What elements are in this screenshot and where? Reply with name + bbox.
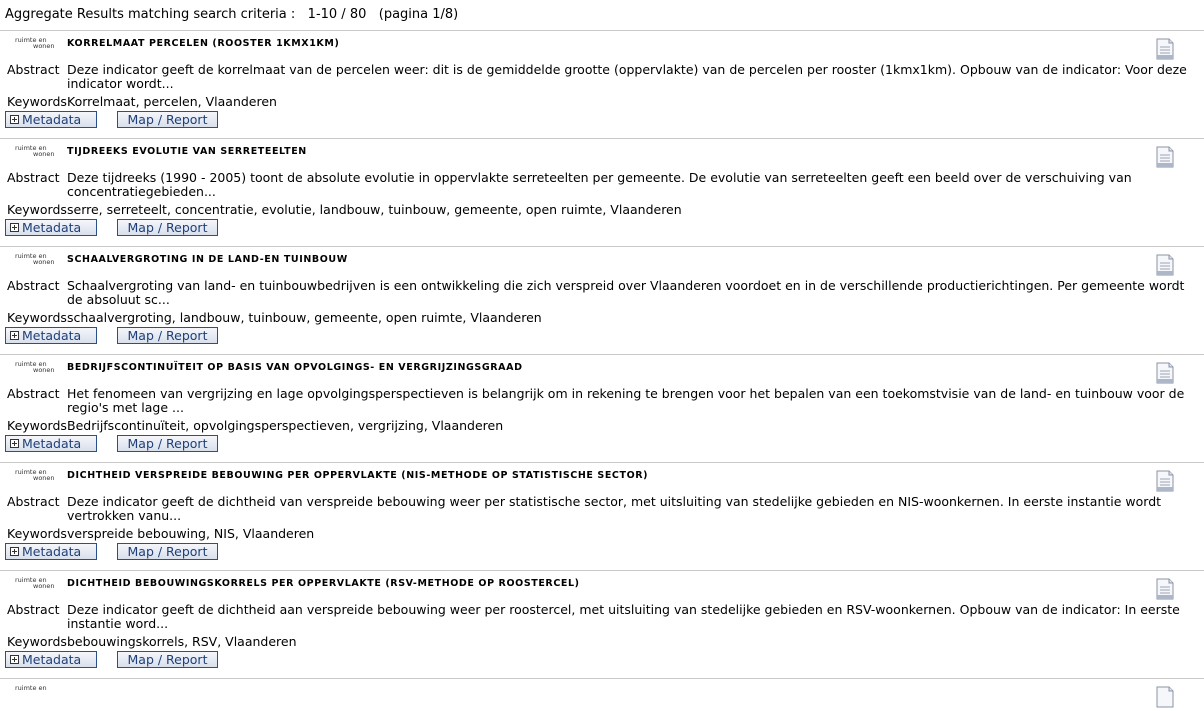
result-item	[0, 462, 1204, 570]
metadata-button-label: Metadata	[22, 544, 82, 559]
abstract-text: Deze indicator geeft de korrelmaat van de percelen weer: dit is de gemiddelde grootte (oppervlakte) van de percelen per rooster (1kmx1km). Opbouw van de indicator: Voor deze indicator wordt...	[67, 62, 1187, 91]
abstract-label: Abstract	[7, 170, 60, 185]
logo-line2: wonen	[33, 582, 55, 590]
ruimte-en-wonen-logo	[15, 145, 57, 157]
logo-line1: ruimte en	[15, 684, 47, 692]
result-item	[0, 246, 1204, 354]
document-icon[interactable]	[1156, 578, 1174, 600]
result-title: TIJDREEKS EVOLUTIE VAN SERRETEELTEN	[67, 146, 307, 157]
ruimte-en-wonen-logo	[15, 253, 57, 265]
abstract-text: Schaalvergroting van land- en tuinbouwbedrijven is een ontwikkeling die zich verspreid over Vlaanderen voordoet en in de verschillende productierichtingen. Per gemeente wordt de absoluut sc...	[67, 278, 1185, 307]
result-item	[0, 354, 1204, 462]
map-report-button[interactable]: Map / Report	[117, 543, 218, 560]
plus-box-icon	[10, 115, 19, 124]
keywords-label: Keywords	[7, 202, 67, 217]
keywords-text: verspreide bebouwing, NIS, Vlaanderen	[67, 526, 315, 541]
keywords-label: Keywords	[7, 634, 67, 649]
abstract-text: Deze indicator geeft de dichtheid aan verspreide bebouwing weer per roostercel, met uitsluiting van stedelijke gebieden en RSV-woonkernen. Opbouw van de indicator: In eerste instantie word...	[67, 602, 1180, 631]
logo-line1: ruimte en	[15, 360, 47, 368]
result-title: DICHTHEID VERSPREIDE BEBOUWING PER OPPERVLAKTE (NIS-METHODE OP STATISTISCHE SECTOR)	[67, 470, 649, 481]
document-icon[interactable]	[1156, 146, 1174, 168]
metadata-button[interactable]	[5, 651, 97, 668]
metadata-button[interactable]	[5, 435, 97, 452]
document-icon[interactable]	[1156, 38, 1174, 60]
ruimte-en-wonen-logo	[15, 37, 57, 49]
abstract-label: Abstract	[7, 62, 60, 77]
document-icon[interactable]	[1156, 686, 1174, 708]
keywords-text: bebouwingskorrels, RSV, Vlaanderen	[67, 634, 297, 649]
keywords-text: schaalvergroting, landbouw, tuinbouw, gemeente, open ruimte, Vlaanderen	[67, 310, 542, 325]
plus-box-icon	[10, 547, 19, 556]
logo-line1: ruimte en	[15, 144, 47, 152]
document-icon[interactable]	[1156, 470, 1174, 492]
ruimte-en-wonen-logo	[15, 685, 57, 697]
metadata-button-label: Metadata	[22, 652, 82, 667]
logo-line2: wonen	[33, 258, 55, 266]
result-title: KORRELMAAT PERCELEN (ROOSTER 1KMX1KM)	[67, 38, 340, 49]
logo-line1: ruimte en	[15, 252, 47, 260]
keywords-label: Keywords	[7, 526, 67, 541]
plus-box-icon	[10, 655, 19, 664]
metadata-button[interactable]	[5, 111, 97, 128]
plus-box-icon	[10, 439, 19, 448]
metadata-button-label: Metadata	[22, 328, 82, 343]
ruimte-en-wonen-logo	[15, 469, 57, 481]
result-title: SCHAALVERGROTING IN DE LAND-EN TUINBOUW	[67, 254, 348, 265]
result-title: BEDRIJFSCONTINUÏTEIT OP BASIS VAN OPVOLGINGS- EN VERGRIJZINGSGRAAD	[67, 362, 523, 373]
logo-line2: wonen	[33, 42, 55, 50]
abstract-label: Abstract	[7, 494, 60, 509]
map-report-button[interactable]: Map / Report	[117, 651, 218, 668]
metadata-button[interactable]	[5, 327, 97, 344]
keywords-text: Bedrijfscontinuïteit, opvolgingsperspectieven, vergrijzing, Vlaanderen	[67, 418, 504, 433]
result-item	[0, 138, 1204, 246]
result-item	[0, 30, 1204, 138]
abstract-text: Deze indicator geeft de dichtheid van verspreide bebouwing weer per statistische sector, met uitsluiting van stedelijke gebieden en NIS-woonkernen. In eerste instantie wordt vertrokken vanu...	[67, 494, 1162, 523]
metadata-button-label: Metadata	[22, 220, 82, 235]
map-report-button[interactable]: Map / Report	[117, 111, 218, 128]
ruimte-en-wonen-logo	[15, 361, 57, 373]
abstract-text: Het fenomeen van vergrijzing en lage opvolgingsperspectieven is belangrijk om in rekening te brengen voor het bepalen van een toekomstvisie van de land- en tuinbouw voor de regio's met lage ...	[67, 386, 1185, 415]
map-report-button[interactable]: Map / Report	[117, 435, 218, 452]
keywords-text: Korrelmaat, percelen, Vlaanderen	[67, 94, 277, 109]
keywords-label: Keywords	[7, 310, 67, 325]
results-list	[0, 30, 1204, 699]
abstract-text: Deze tijdreeks (1990 - 2005) toont de absolute evolutie in oppervlakte serreteelten per gemeente. De evolutie van serreteelten geeft een beeld over de verschuiving van concentratiegebieden...	[67, 170, 1132, 199]
keywords-text: serre, serreteelt, concentratie, evolutie, landbouw, tuinbouw, gemeente, open ruimte, Vlaanderen	[67, 202, 682, 217]
abstract-label: Abstract	[7, 278, 60, 293]
logo-line1: ruimte en	[15, 576, 47, 584]
metadata-button[interactable]	[5, 543, 97, 560]
plus-box-icon	[10, 331, 19, 340]
metadata-button-label: Metadata	[22, 112, 82, 127]
results-summary: Aggregate Results matching search criteria : 1-10 / 80 (pagina 1/8)	[5, 7, 459, 22]
plus-box-icon	[10, 223, 19, 232]
keywords-label: Keywords	[7, 94, 67, 109]
keywords-label: Keywords	[7, 418, 67, 433]
abstract-label: Abstract	[7, 602, 60, 617]
logo-line1: ruimte en	[15, 468, 47, 476]
logo-line2: wonen	[33, 150, 55, 158]
map-report-button[interactable]: Map / Report	[117, 219, 218, 236]
logo-line2: wonen	[33, 366, 55, 374]
document-icon[interactable]	[1156, 362, 1174, 384]
metadata-button[interactable]	[5, 219, 97, 236]
result-item	[0, 570, 1204, 678]
ruimte-en-wonen-logo	[15, 577, 57, 589]
metadata-button-label: Metadata	[22, 436, 82, 451]
result-title: DICHTHEID BEBOUWINGSKORRELS PER OPPERVLAKTE (RSV-METHODE OP ROOSTERCEL)	[67, 578, 580, 589]
document-icon[interactable]	[1156, 254, 1174, 276]
map-report-button[interactable]: Map / Report	[117, 327, 218, 344]
logo-line2: wonen	[33, 474, 55, 482]
logo-line1: ruimte en	[15, 36, 47, 44]
abstract-label: Abstract	[7, 386, 60, 401]
